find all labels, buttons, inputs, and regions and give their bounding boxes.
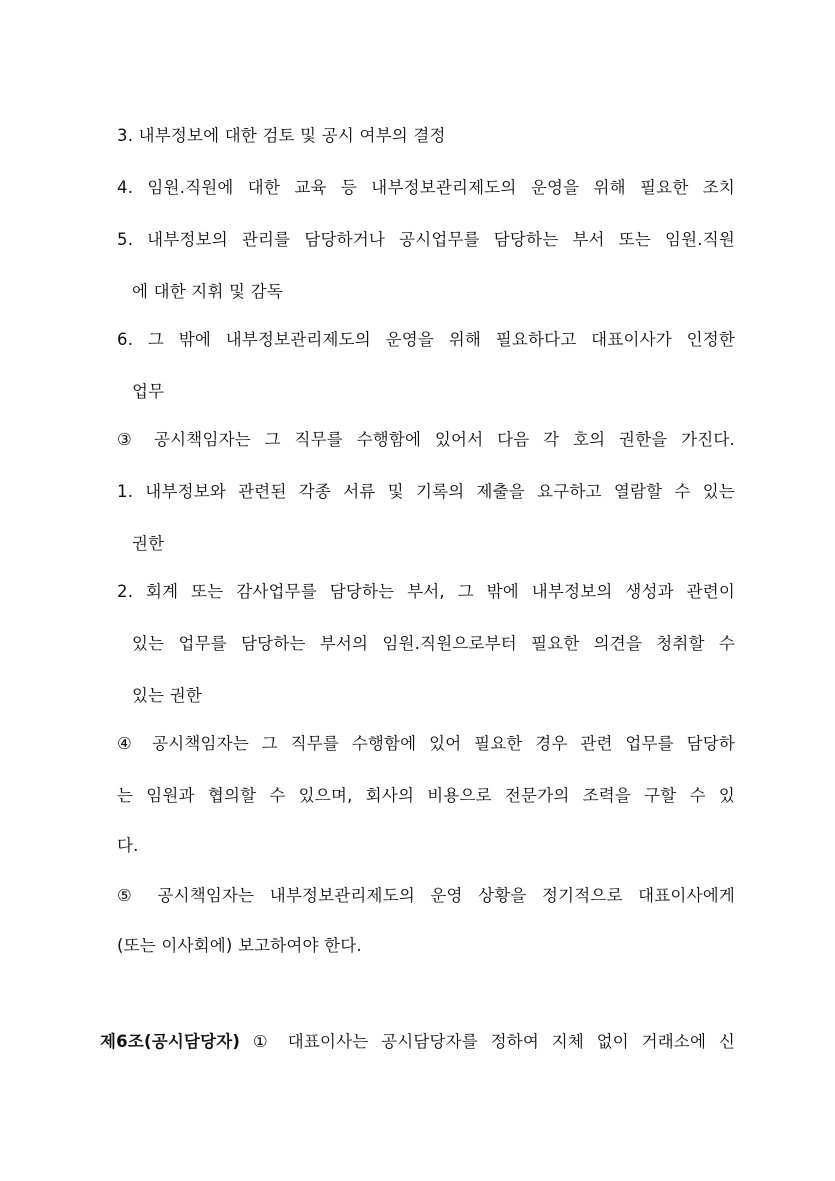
article-6-text: ① 대표이사는 공시담당자를 정하여 지체 없이 거래소에 신 xyxy=(240,1032,735,1051)
paragraph-4-continuation-2: 다. xyxy=(117,836,139,855)
item-3-review-disclosure: 3. 내부정보에 대한 검토 및 공시 여부의 결정 xyxy=(117,126,446,145)
paragraph-4-consultation: ④ 공시책임자는 그 직무를 수행함에 있어 필요한 경우 관련 업무를 담당하 xyxy=(117,734,735,753)
paragraph-5-continuation: (또는 이사회에) 보고하여야 한다. xyxy=(117,936,362,955)
item-6-other-duties: 6. 그 밖에 내부정보관리제도의 운영을 위해 필요하다고 대표이사가 인정한 xyxy=(117,330,735,349)
paragraph-4-continuation: 는 임원과 협의할 수 있으며, 회사의 비용으로 전문가의 조력을 구할 수 있 xyxy=(117,786,735,805)
authority-item-2-continuation: 있는 업무를 담당하는 부서의 임원.직원으로부터 필요한 의견을 청취할 수 xyxy=(132,634,735,653)
item-4-education: 4. 임원.직원에 대한 교육 등 내부정보관리제도의 운영을 위해 필요한 조치 xyxy=(117,178,735,197)
item-5-supervision: 5. 내부정보의 관리를 담당하거나 공시업무를 담당하는 부서 또는 임원.직원 xyxy=(117,230,735,249)
paragraph-3-authority: ③ 공시책임자는 그 직무를 수행함에 있어서 다음 각 호의 권한을 가진다. xyxy=(117,430,735,449)
authority-item-2-continuation-2: 있는 권한 xyxy=(132,686,203,705)
authority-item-1-continuation: 권한 xyxy=(132,534,165,553)
paragraph-5-reporting: ⑤ 공시책임자는 내부정보관리제도의 운영 상황을 정기적으로 대표이사에게 xyxy=(117,886,735,905)
authority-item-2: 2. 회계 또는 감사업무를 담당하는 부서, 그 밖에 내부정보의 생성과 관련이 xyxy=(117,582,735,601)
article-6-line xyxy=(100,1030,735,1054)
item-6-continuation: 업무 xyxy=(132,382,165,401)
item-5-continuation: 에 대한 지휘 및 감독 xyxy=(132,282,283,301)
article-6-title: 제6조(공시담당자) xyxy=(100,1032,241,1051)
authority-item-1: 1. 내부정보와 관련된 각종 서류 및 기록의 제출을 요구하고 열람할 수 있는 xyxy=(117,482,735,501)
